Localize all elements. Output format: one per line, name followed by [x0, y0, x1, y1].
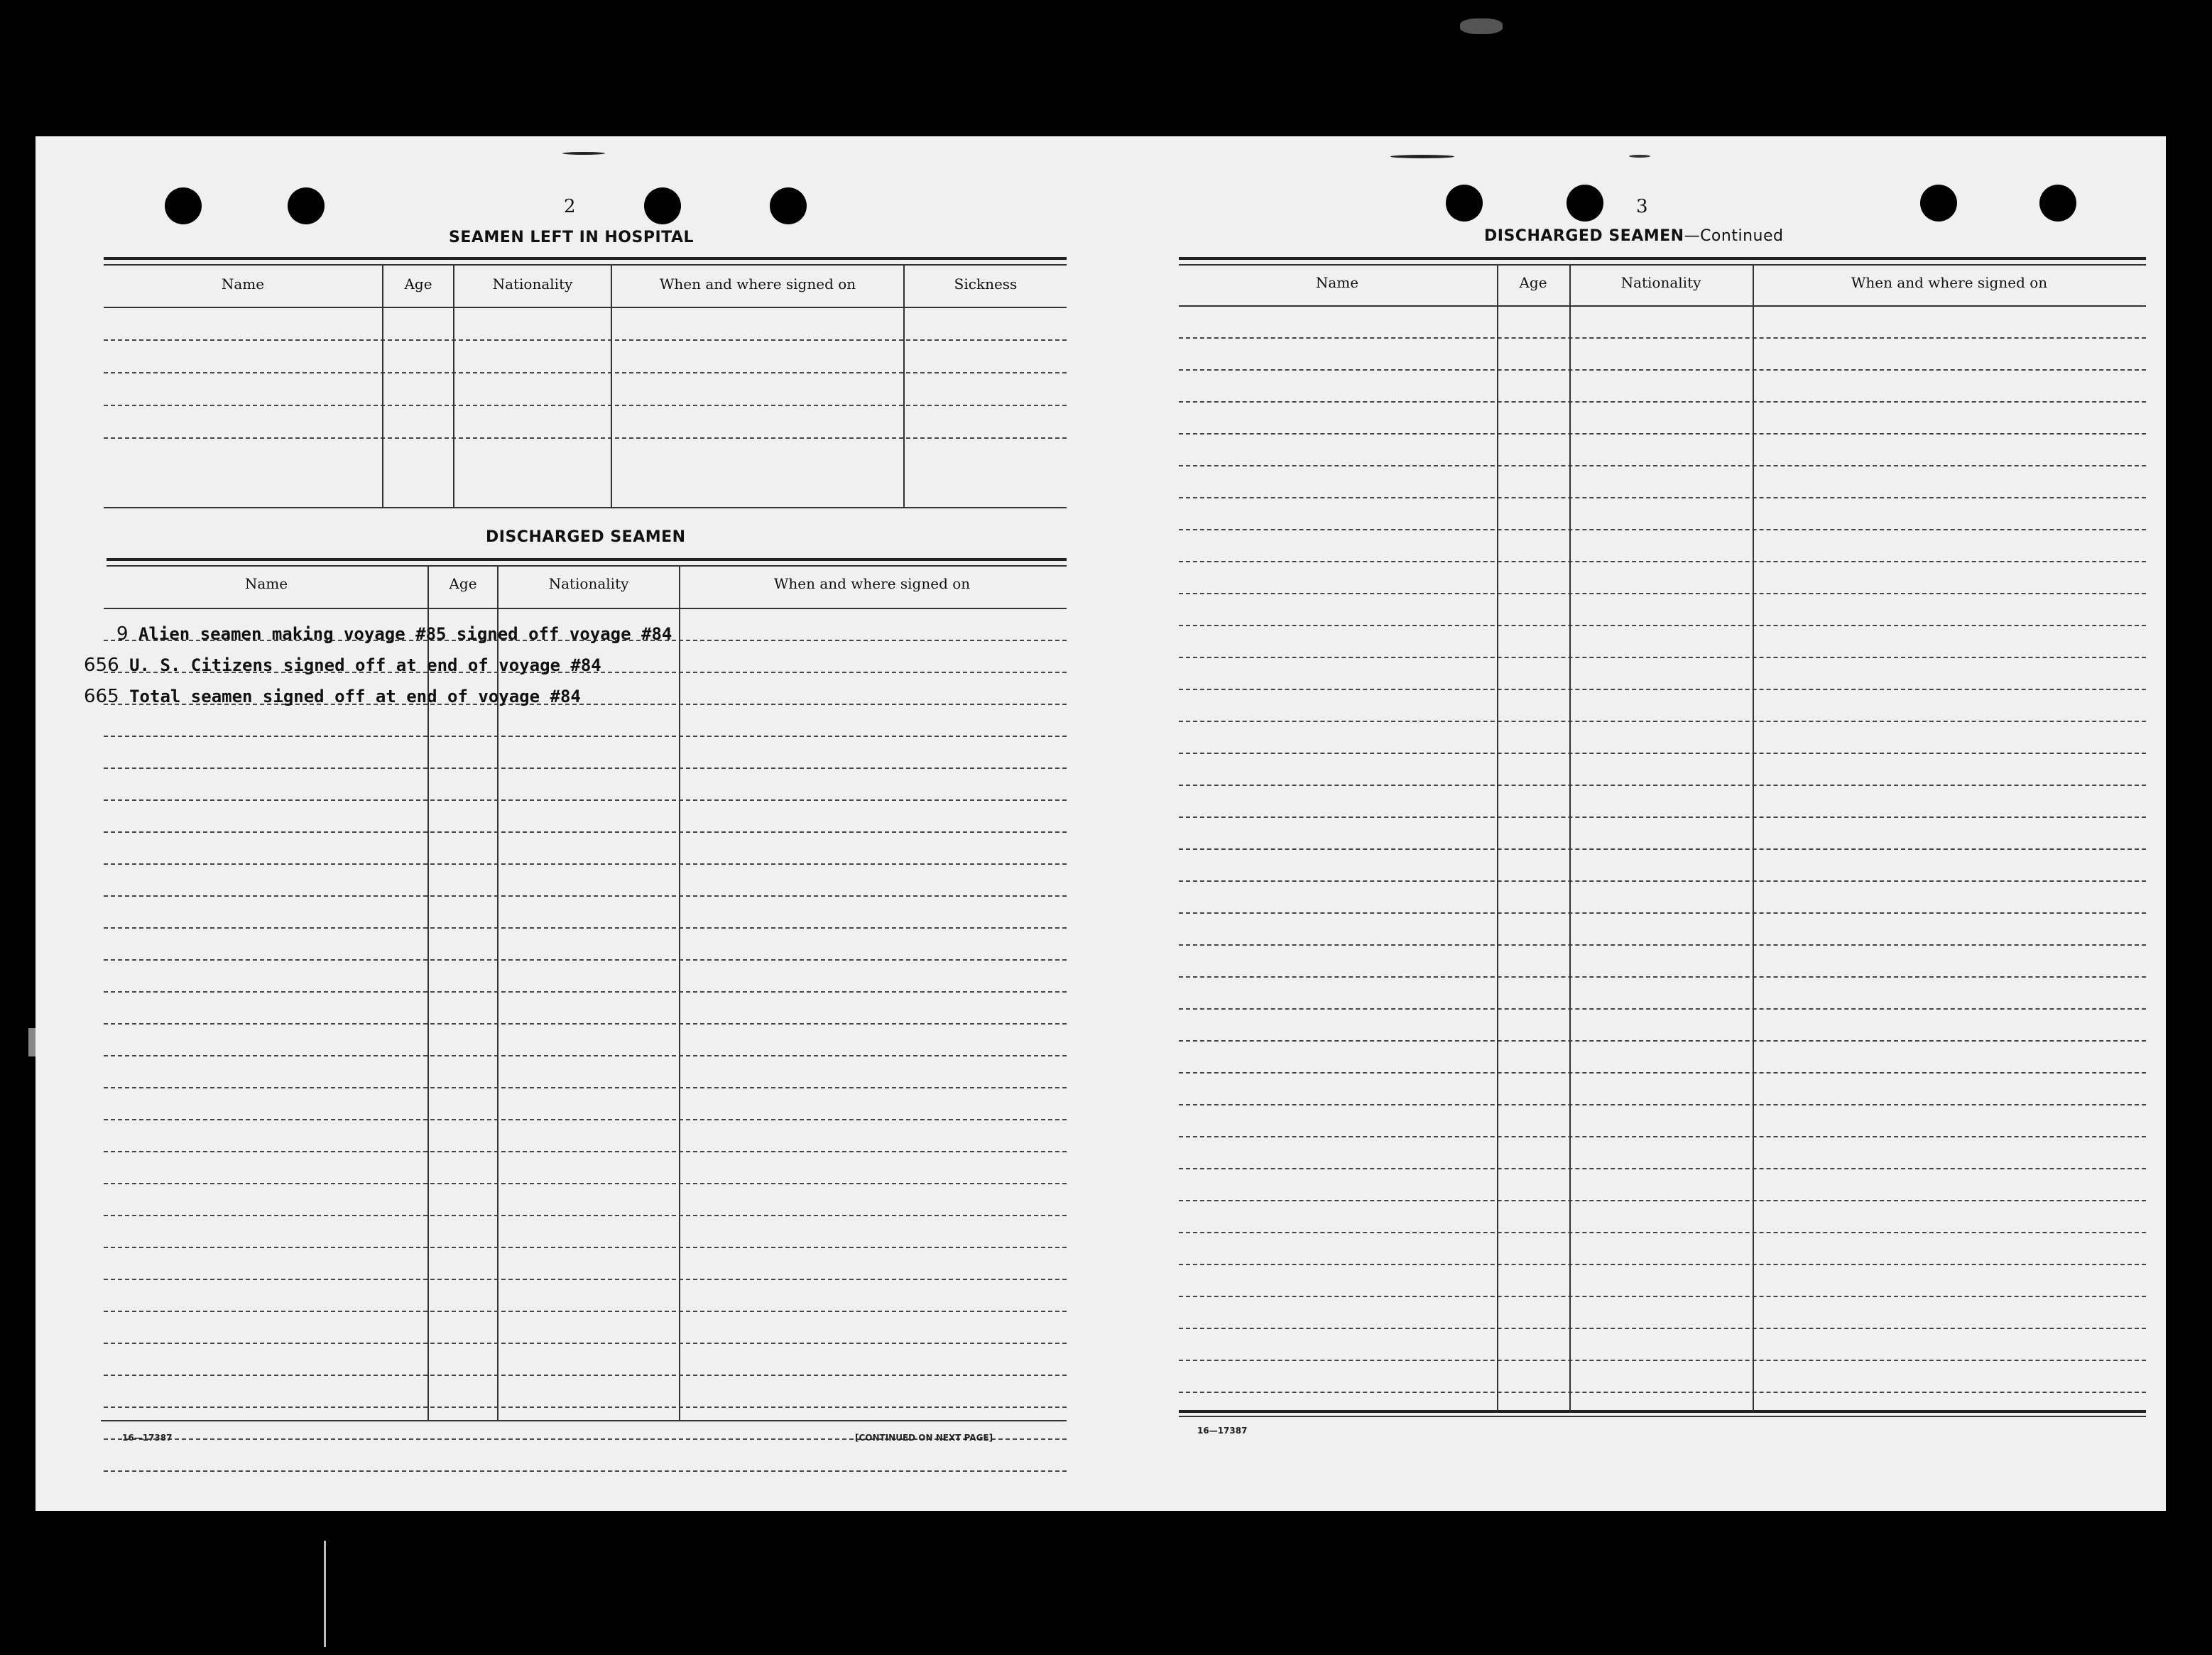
discharged-entry: 665 Total seamen signed off at end of voyage #84 — [84, 686, 581, 707]
continued-note: [CONTINUED ON NEXT PAGE] — [855, 1433, 993, 1443]
form-number: 16—17387 — [1197, 1426, 1248, 1436]
discharged-continued-rows — [1179, 305, 2146, 1441]
scan-mark — [28, 1028, 36, 1056]
hospital-rows — [104, 307, 1067, 471]
scan-mark — [1460, 18, 1503, 34]
punch-hole — [1567, 185, 1603, 222]
discharged-rows — [104, 608, 1067, 1511]
col-header-nationality: Nationality — [548, 575, 629, 592]
discharged-continued-title: DISCHARGED SEAMEN—Continued — [1484, 227, 1784, 245]
col-header-sickness: Sickness — [954, 275, 1018, 293]
col-header-nationality: Nationality — [1620, 274, 1701, 291]
col-header-signed-on: When and where signed on — [1851, 274, 2048, 291]
col-header-age: Age — [1519, 274, 1547, 291]
col-header-name: Name — [244, 575, 288, 592]
scan-mark — [324, 1541, 326, 1647]
punch-hole — [1446, 185, 1483, 222]
discharged-entry: 9 Alien seamen making voyage #85 signed off voyage #84 — [116, 623, 672, 645]
punch-hole — [1920, 185, 1957, 222]
col-header-signed-on: When and where signed on — [773, 575, 971, 592]
page-number: 2 — [564, 196, 576, 217]
document-sheet — [36, 136, 2166, 1511]
col-header-name: Name — [1315, 274, 1359, 291]
hospital-top-rule — [104, 257, 1067, 260]
col-header-signed-on: When and where signed on — [659, 275, 856, 293]
hospital-section-title: SEAMEN LEFT IN HOSPITAL — [449, 229, 694, 246]
punch-hole — [288, 187, 325, 224]
punch-hole — [2039, 185, 2076, 222]
punch-hole — [644, 187, 681, 224]
col-header-name: Name — [221, 275, 265, 293]
discharged-entry: 656 U. S. Citizens signed off at end of voyage #84 — [84, 655, 601, 676]
col-header-age: Age — [449, 575, 477, 592]
col-header-nationality: Nationality — [492, 275, 573, 293]
col-header-age: Age — [404, 275, 432, 293]
form-number: 16—17387 — [122, 1433, 173, 1443]
discharged-section-title: DISCHARGED SEAMEN — [486, 528, 686, 546]
punch-hole — [165, 187, 202, 224]
punch-hole — [770, 187, 807, 224]
page-number: 3 — [1636, 196, 1648, 217]
